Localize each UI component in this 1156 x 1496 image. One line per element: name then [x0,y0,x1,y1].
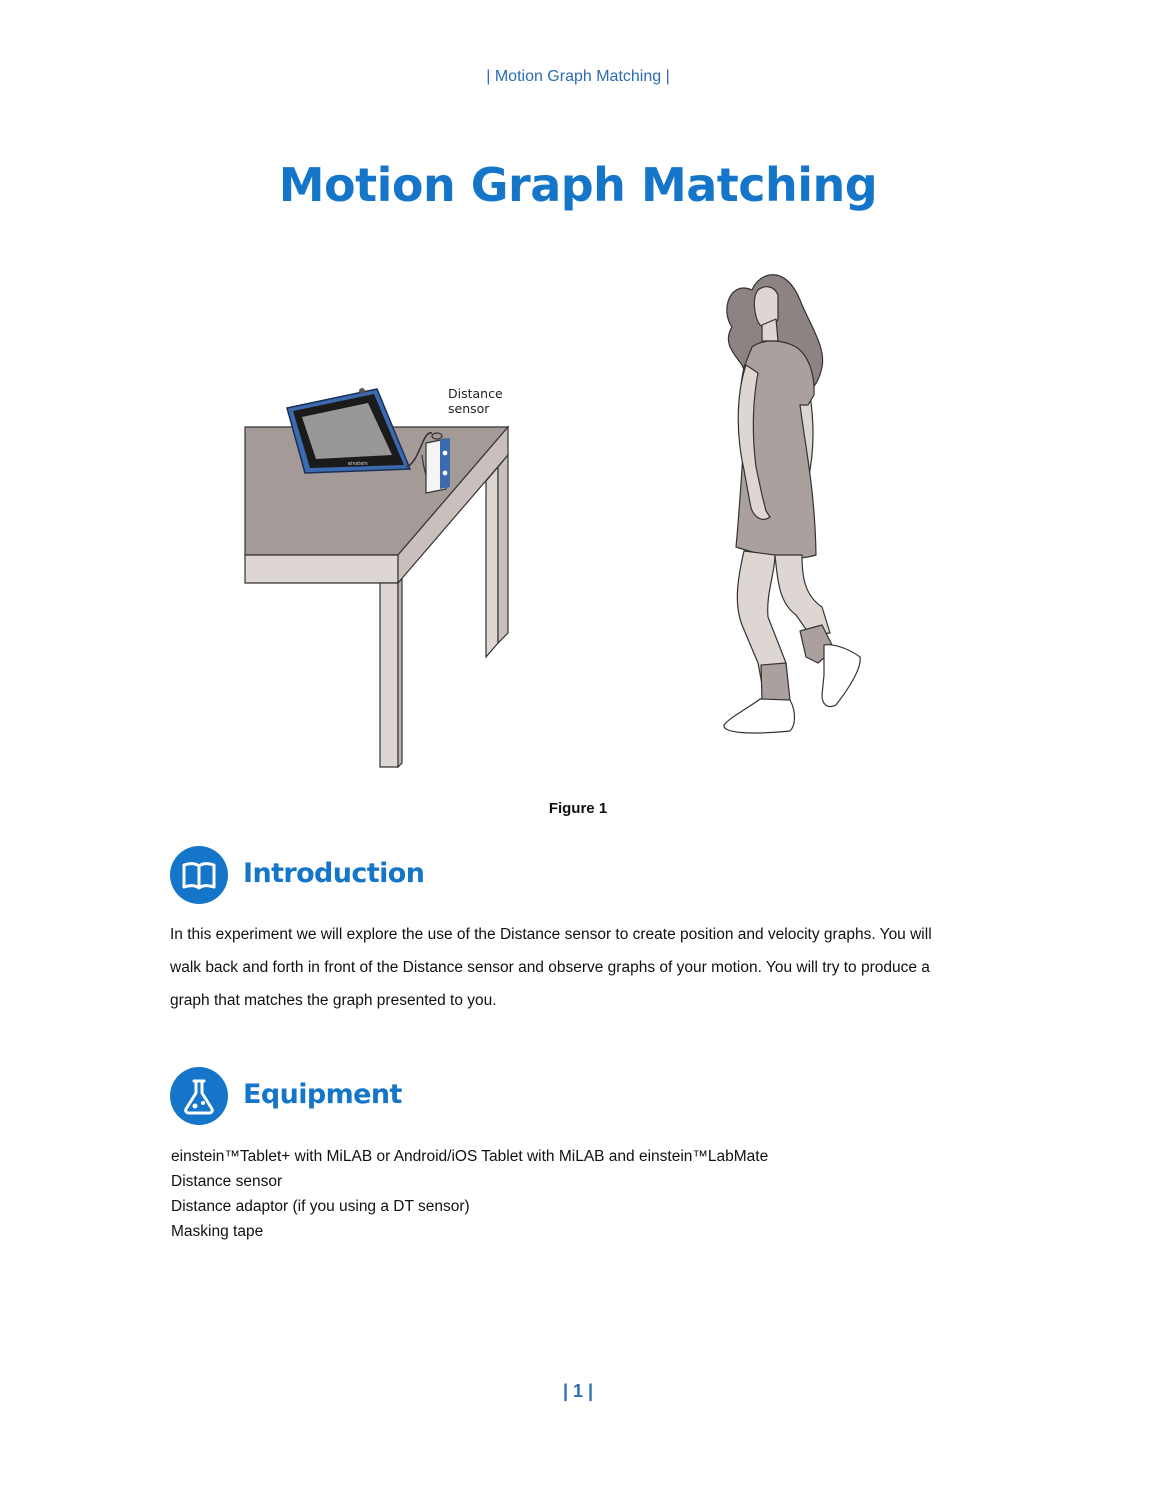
figure-illustration [230,255,890,780]
equipment-heading [170,1067,670,1125]
page-number: | 1 | [562,1381,594,1401]
callout-line-1: Distance [448,386,503,401]
tablet-brand-label: einstein [348,461,368,467]
table-drawing [245,427,508,767]
equipment-item: Distance adaptor (if you using a DT sensor) [171,1198,470,1215]
book-icon [170,846,228,904]
walking-person [724,275,860,733]
introduction-paragraph [170,918,990,1017]
intro-line-3: graph that matches the graph presented to you. [170,992,497,1009]
experiment-setup-illustration [230,255,890,780]
equipment-item: Distance sensor [171,1173,283,1190]
page-title: Motion Graph Matching [278,158,878,212]
equipment-item: Masking tape [171,1223,264,1240]
equipment-list [171,1144,991,1244]
equipment-title: Equipment [243,1079,402,1110]
tablet-device [287,388,410,473]
distance-sensor-callout [448,386,507,416]
intro-line-2: walk back and forth in front of the Distance sensor and observe graphs of your motion. You will try to produce a [170,959,930,976]
callout-line-2: sensor [448,401,490,416]
running-header: | Motion Graph Matching | [486,68,670,85]
introduction-title: Introduction [243,858,425,889]
flask-icon [170,1067,228,1125]
intro-line-1: In this experiment we will explore the use of the Distance sensor to create position and velocity graphs. You will [170,926,932,943]
introduction-heading [170,846,670,904]
figure-caption: Figure 1 [548,800,608,817]
equipment-item: einstein™Tablet+ with MiLAB or Android/iOS Tablet with MiLAB and einstein™LabMate [171,1148,769,1165]
